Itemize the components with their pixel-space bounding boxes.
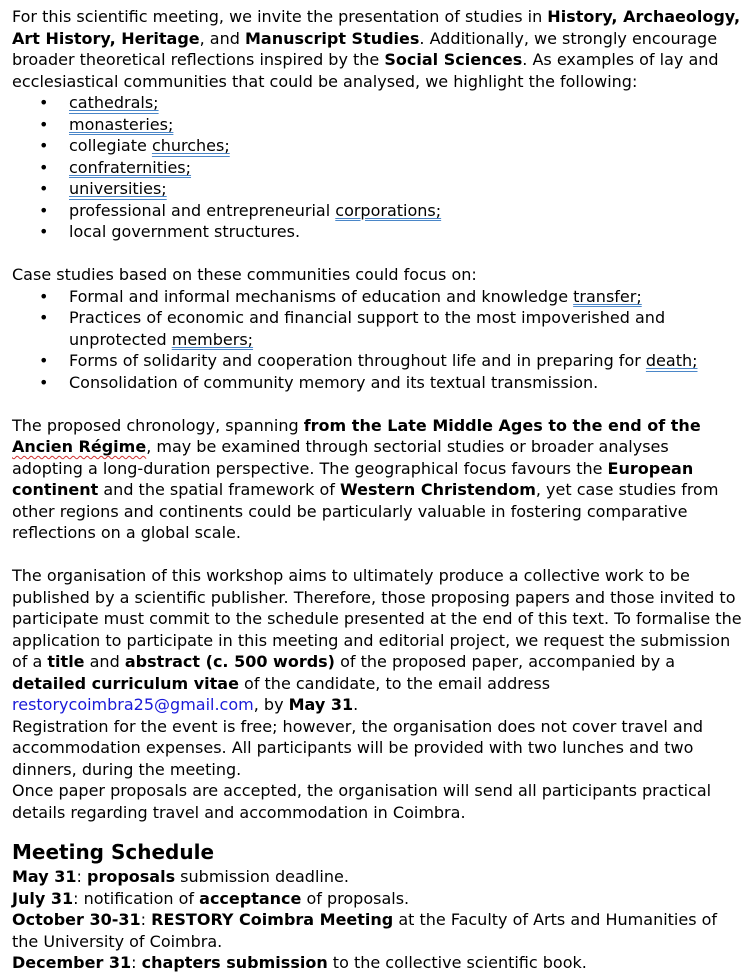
organisation-text: , by [253, 695, 289, 714]
intro-text: . Additionally, we strongly encourage broader theoretical reflections inspired by the [12, 28, 718, 69]
acceptance-paragraph: Once paper proposals are accepted, the organisation will send all participants practical details regarding travel and accommodation in Coimbra. [12, 781, 712, 822]
spacer [12, 544, 743, 566]
organisation-text: of the proposed paper, accompanied by a [335, 652, 676, 671]
list-item-underlined: cathedrals; [69, 93, 159, 112]
intro-bold-social-sciences: Social Sciences [384, 50, 523, 69]
schedule-rest: at the Faculty of Arts and Humanities of the University of Coimbra. [12, 910, 718, 951]
email-link[interactable]: restorycoimbra25@gmail.com [12, 695, 254, 714]
list-item [12, 307, 743, 350]
list-item-text: Practices of economic and financial support to the most impoverished and unprotected [69, 308, 666, 349]
chronology-bold-western: Western Christendom [340, 480, 536, 499]
schedule-bold: chapters submission [141, 953, 328, 972]
schedule-date: May 31 [12, 867, 77, 886]
list-item-underlined: death; [645, 351, 698, 370]
chronology-bold-ancien-regime: Ancien Régime [12, 437, 147, 456]
schedule-rest: of proposals. [301, 888, 410, 908]
spacer [12, 393, 743, 415]
schedule-date: October 30-31 [12, 910, 141, 929]
schedule-rest: to the collective scientific book. [327, 953, 587, 972]
organisation-bold-abstract: abstract (c. 500 words) [124, 652, 335, 671]
list-item-underlined: monasteries; [69, 114, 174, 134]
intro-bold-manuscripts: Manuscript Studies [244, 28, 420, 48]
organisation-paragraph [12, 565, 743, 716]
case-studies-list [12, 286, 743, 394]
schedule-date: December 31 [12, 953, 132, 972]
organisation-text: The organisation of this workshop aims to ultimately produce a collective work to be published by a scientific publisher. Therefore, those proposing papers and those invited to participate must commit to the schedule presented at the end of this text. To formalise the application to participate in this meeting and editorial project, we request the submission of a [12, 566, 742, 671]
list-item-text: Formal and informal mechanisms of education and knowledge [69, 286, 574, 306]
list-item-underlined: members; [171, 329, 254, 349]
list-item [12, 178, 743, 200]
schedule-item [12, 909, 743, 952]
schedule-bold: proposals [86, 867, 176, 886]
schedule-list [12, 866, 743, 974]
schedule-sep: : notification of [73, 888, 200, 908]
list-item-text: local government structures. [69, 222, 301, 241]
list-item-underlined: universities; [69, 179, 167, 198]
schedule-item [12, 952, 743, 974]
list-item [12, 200, 743, 222]
chronology-text: The proposed chronology, spanning [12, 415, 304, 435]
intro-text: For this scientific meeting, we invite the presentation of studies in [12, 7, 548, 26]
intro-paragraph [12, 6, 743, 92]
list-item-underlined: churches; [151, 136, 230, 155]
schedule-sep: : [140, 910, 152, 929]
list-item [12, 350, 743, 372]
case-studies-intro: Case studies based on these communities could focus on: [12, 265, 477, 284]
organisation-text: of the candidate, to the email address [238, 673, 551, 693]
schedule-rest: submission deadline. [175, 867, 349, 886]
chronology-text: , yet case studies from other regions and continents could be particularly valuable in fostering comparative reflections on a global scale. [12, 480, 719, 542]
schedule-sep: : [131, 953, 142, 972]
list-item [12, 114, 743, 136]
chronology-bold-european: European continent [12, 458, 694, 499]
list-item [12, 372, 743, 394]
schedule-bold: acceptance [199, 888, 302, 908]
list-item-text: collegiate [69, 136, 152, 155]
list-item-underlined: confraternities; [69, 157, 192, 177]
list-item [12, 92, 743, 114]
schedule-heading: Meeting Schedule [12, 840, 215, 864]
list-item-text: Forms of solidarity and cooperation throughout life and in preparing for [69, 351, 646, 370]
spacer [12, 823, 743, 829]
chronology-bold-span: from the Late Middle Ages to the end of the [303, 415, 701, 435]
intro-text: . As examples of lay and ecclesiastical communities that could be analysed, we highlight the following: [12, 50, 719, 91]
communities-list [12, 92, 743, 243]
organisation-bold-cv: detailed curriculum vitae [12, 673, 239, 693]
organisation-text: and [84, 652, 125, 671]
schedule-item [12, 866, 743, 888]
schedule-bold: RESTORY Coimbra Meeting [151, 910, 394, 929]
schedule-date: July 31 [12, 888, 74, 908]
schedule-sep: : [76, 867, 87, 886]
list-item [12, 221, 743, 243]
organisation-bold-title: title [47, 652, 85, 671]
schedule-item [12, 888, 743, 910]
intro-bold-disciplines: History, Archaeology, Art History, Heritage [12, 7, 741, 48]
list-item-text: professional and entrepreneurial [69, 200, 336, 220]
chronology-paragraph [12, 415, 743, 544]
list-item-underlined: corporations; [335, 200, 442, 220]
chronology-text: and the spatial framework of [98, 480, 341, 499]
spacer [12, 243, 743, 265]
chronology-text: , may be examined through sectorial studies or broader analyses adopting a long-duration perspective. The geographical focus favours the [12, 437, 669, 478]
list-item-underlined: transfer; [573, 286, 642, 306]
intro-text: , and [199, 28, 245, 48]
organisation-text: . [353, 695, 359, 714]
registration-paragraph: Registration for the event is free; however, the organisation does not cover travel and accommodation expenses. All participants will be provided with two lunches and two dinners, during the meeting. [12, 716, 703, 779]
organisation-bold-deadline: May 31 [288, 695, 354, 714]
list-item [12, 135, 743, 157]
list-item-text: Consolidation of community memory and its textual transmission. [69, 372, 599, 392]
list-item [12, 157, 743, 179]
list-item [12, 286, 743, 308]
